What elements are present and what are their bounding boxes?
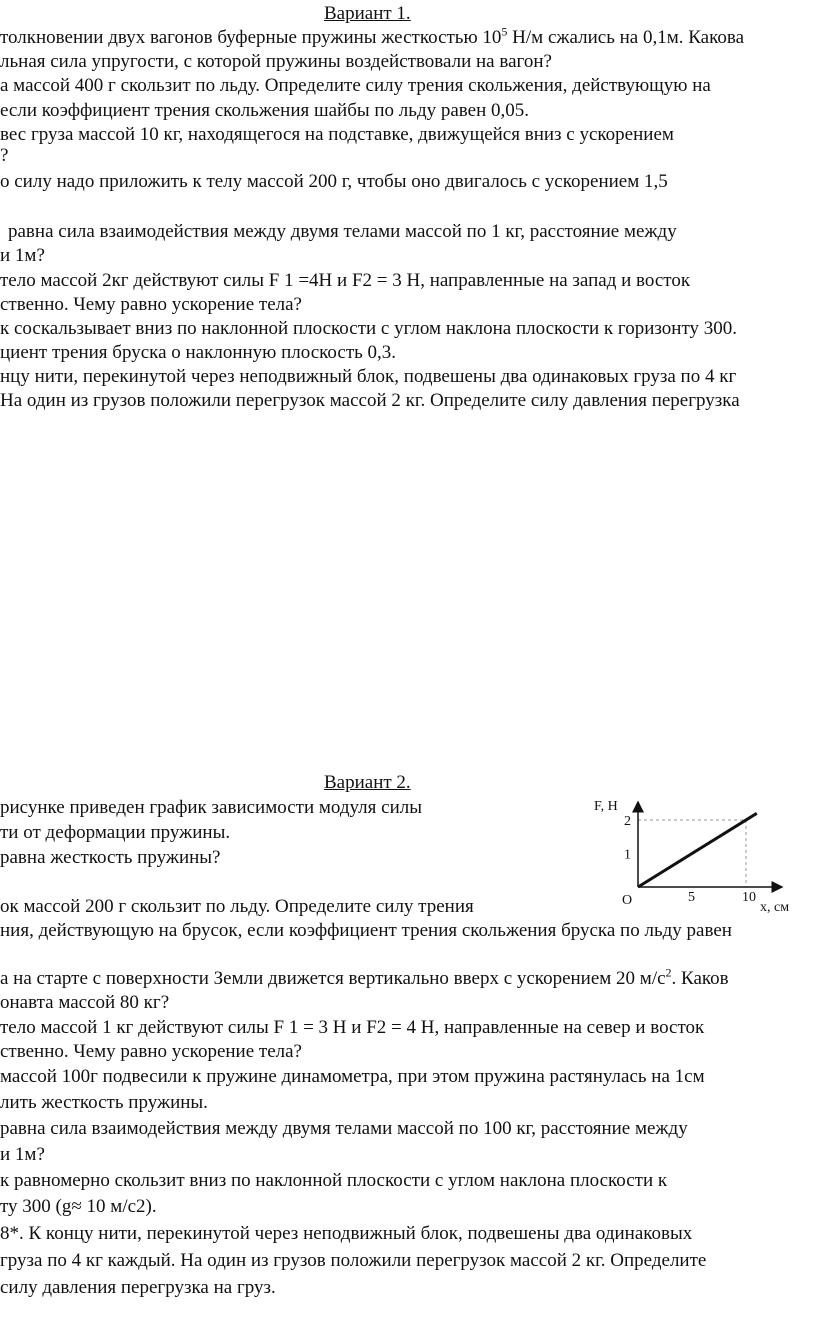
v1-line-1: толкновении двух вагонов буферные пружины жесткостью $10^5$ Н/м сжались на 0,1м. Какова (0, 24, 745, 48)
v2-line-7: онавта массой 80 кг? (0, 992, 170, 1013)
v1-line-15: На один из грузов положили перегрузок массой 2 кг. Определите силу давления перегрузка (0, 390, 740, 411)
v1-line-7: о силу надо приложить к телу массой 200 г, чтобы оно двигалось с ускорением 1,5 (0, 171, 668, 192)
v2-line-13: и 1м? (0, 1144, 45, 1165)
y-axis-label: F, Н (594, 799, 618, 814)
v2-line-12: равна сила взаимодействия между двумя телами массой по 100 кг, расстояние между (0, 1118, 688, 1139)
y-tick-label: 1 (624, 847, 631, 863)
v2-line-2: ти от деформации пружины. (0, 822, 231, 843)
x-axis-label: x, см (760, 900, 790, 915)
v2-line-14: к равномерно скользит вниз по наклонной плоскости с углом наклона плоскости к (0, 1170, 668, 1191)
v1-line-3: а массой 400 г скользит по льду. Определите силу трения скольжения, действующую на (0, 75, 711, 96)
x-tick-label: 10 (742, 890, 756, 905)
x-tick-label: 5 (688, 890, 695, 905)
variant1-title: Вариант 1. (324, 3, 411, 24)
v1-line-8: равна сила взаимодействия между двумя телами массой по 1 кг, расстояние между (8, 221, 677, 242)
v1-line-9: и 1м? (0, 245, 45, 266)
v1-line-6: ? (0, 145, 9, 166)
v2-line-3: равна жесткость пружины? (0, 847, 221, 868)
v2-line-4: ок массой 200 г скользит по льду. Определите силу трения (0, 896, 474, 917)
v2-line-11: лить жесткость пружины. (0, 1092, 208, 1113)
variant2-title: Вариант 2. (324, 772, 411, 793)
v2-line-9: ственно. Чему равно ускорение тела? (0, 1041, 302, 1062)
v1-line-2: льная сила упругости, с которой пружины воздействовали на вагон? (0, 51, 552, 72)
origin-label: O (622, 893, 633, 908)
series-line (638, 813, 757, 887)
v2-line-10: массой 100г подвесили к пружине динамометра, при этом пружина растянулась на 1см (0, 1066, 705, 1087)
v2-line-5: ния, действующую на брусок, если коэффициент трения скольжения бруска по льду равен (0, 920, 732, 941)
v2-line-18: силу давления перегрузка на груз. (0, 1277, 276, 1298)
v2-line-17: груза по 4 кг каждый. На один из грузов положили перегрузок массой 2 кг. Определите (0, 1250, 707, 1271)
v1-line-14: нцу нити, перекинутой через неподвижный блок, подвешены два одинаковых груза по 4 кг (0, 366, 737, 387)
v1-line-4: если коэффициент трения скольжения шайбы по льду равен 0,05. (0, 100, 530, 121)
v2-line-15: ту 300 (g≈ 10 м/с2). (0, 1196, 157, 1217)
v1-line-10: тело массой 2кг действуют силы F 1 =4Н и F2 = 3 Н, направленные на запад и восток (0, 270, 691, 291)
v2-line-8: тело массой 1 кг действуют силы F 1 = 3 Н и F2 = 4 Н, направленные на север и восток (0, 1017, 705, 1038)
v2-line-1: рисунке приведен график зависимости модуля силы (0, 797, 422, 818)
force-deformation-graph (582, 796, 812, 921)
v1-line-12: к соскальзывает вниз по наклонной плоскости с углом наклона плоскости к горизонту 300. (0, 318, 738, 339)
v2-line-16: 8*. К концу нити, перекинутой через неподвижный блок, подвешены два одинаковых (0, 1223, 693, 1244)
v2-line-6: а на старте с поверхности Земли движется вертикально вверх с ускорением 20 $м/с^2$. Каков (0, 965, 729, 989)
v1-line-11: ственно. Чему равно ускорение тела? (0, 294, 302, 315)
v1-line-13: циент трения бруска о наклонную плоскость 0,3. (0, 342, 397, 363)
y-tick-label: 2 (624, 814, 631, 829)
v1-line-5: вес груза массой 10 кг, находящегося на подставке, движущейся вниз с ускорением (0, 124, 674, 145)
